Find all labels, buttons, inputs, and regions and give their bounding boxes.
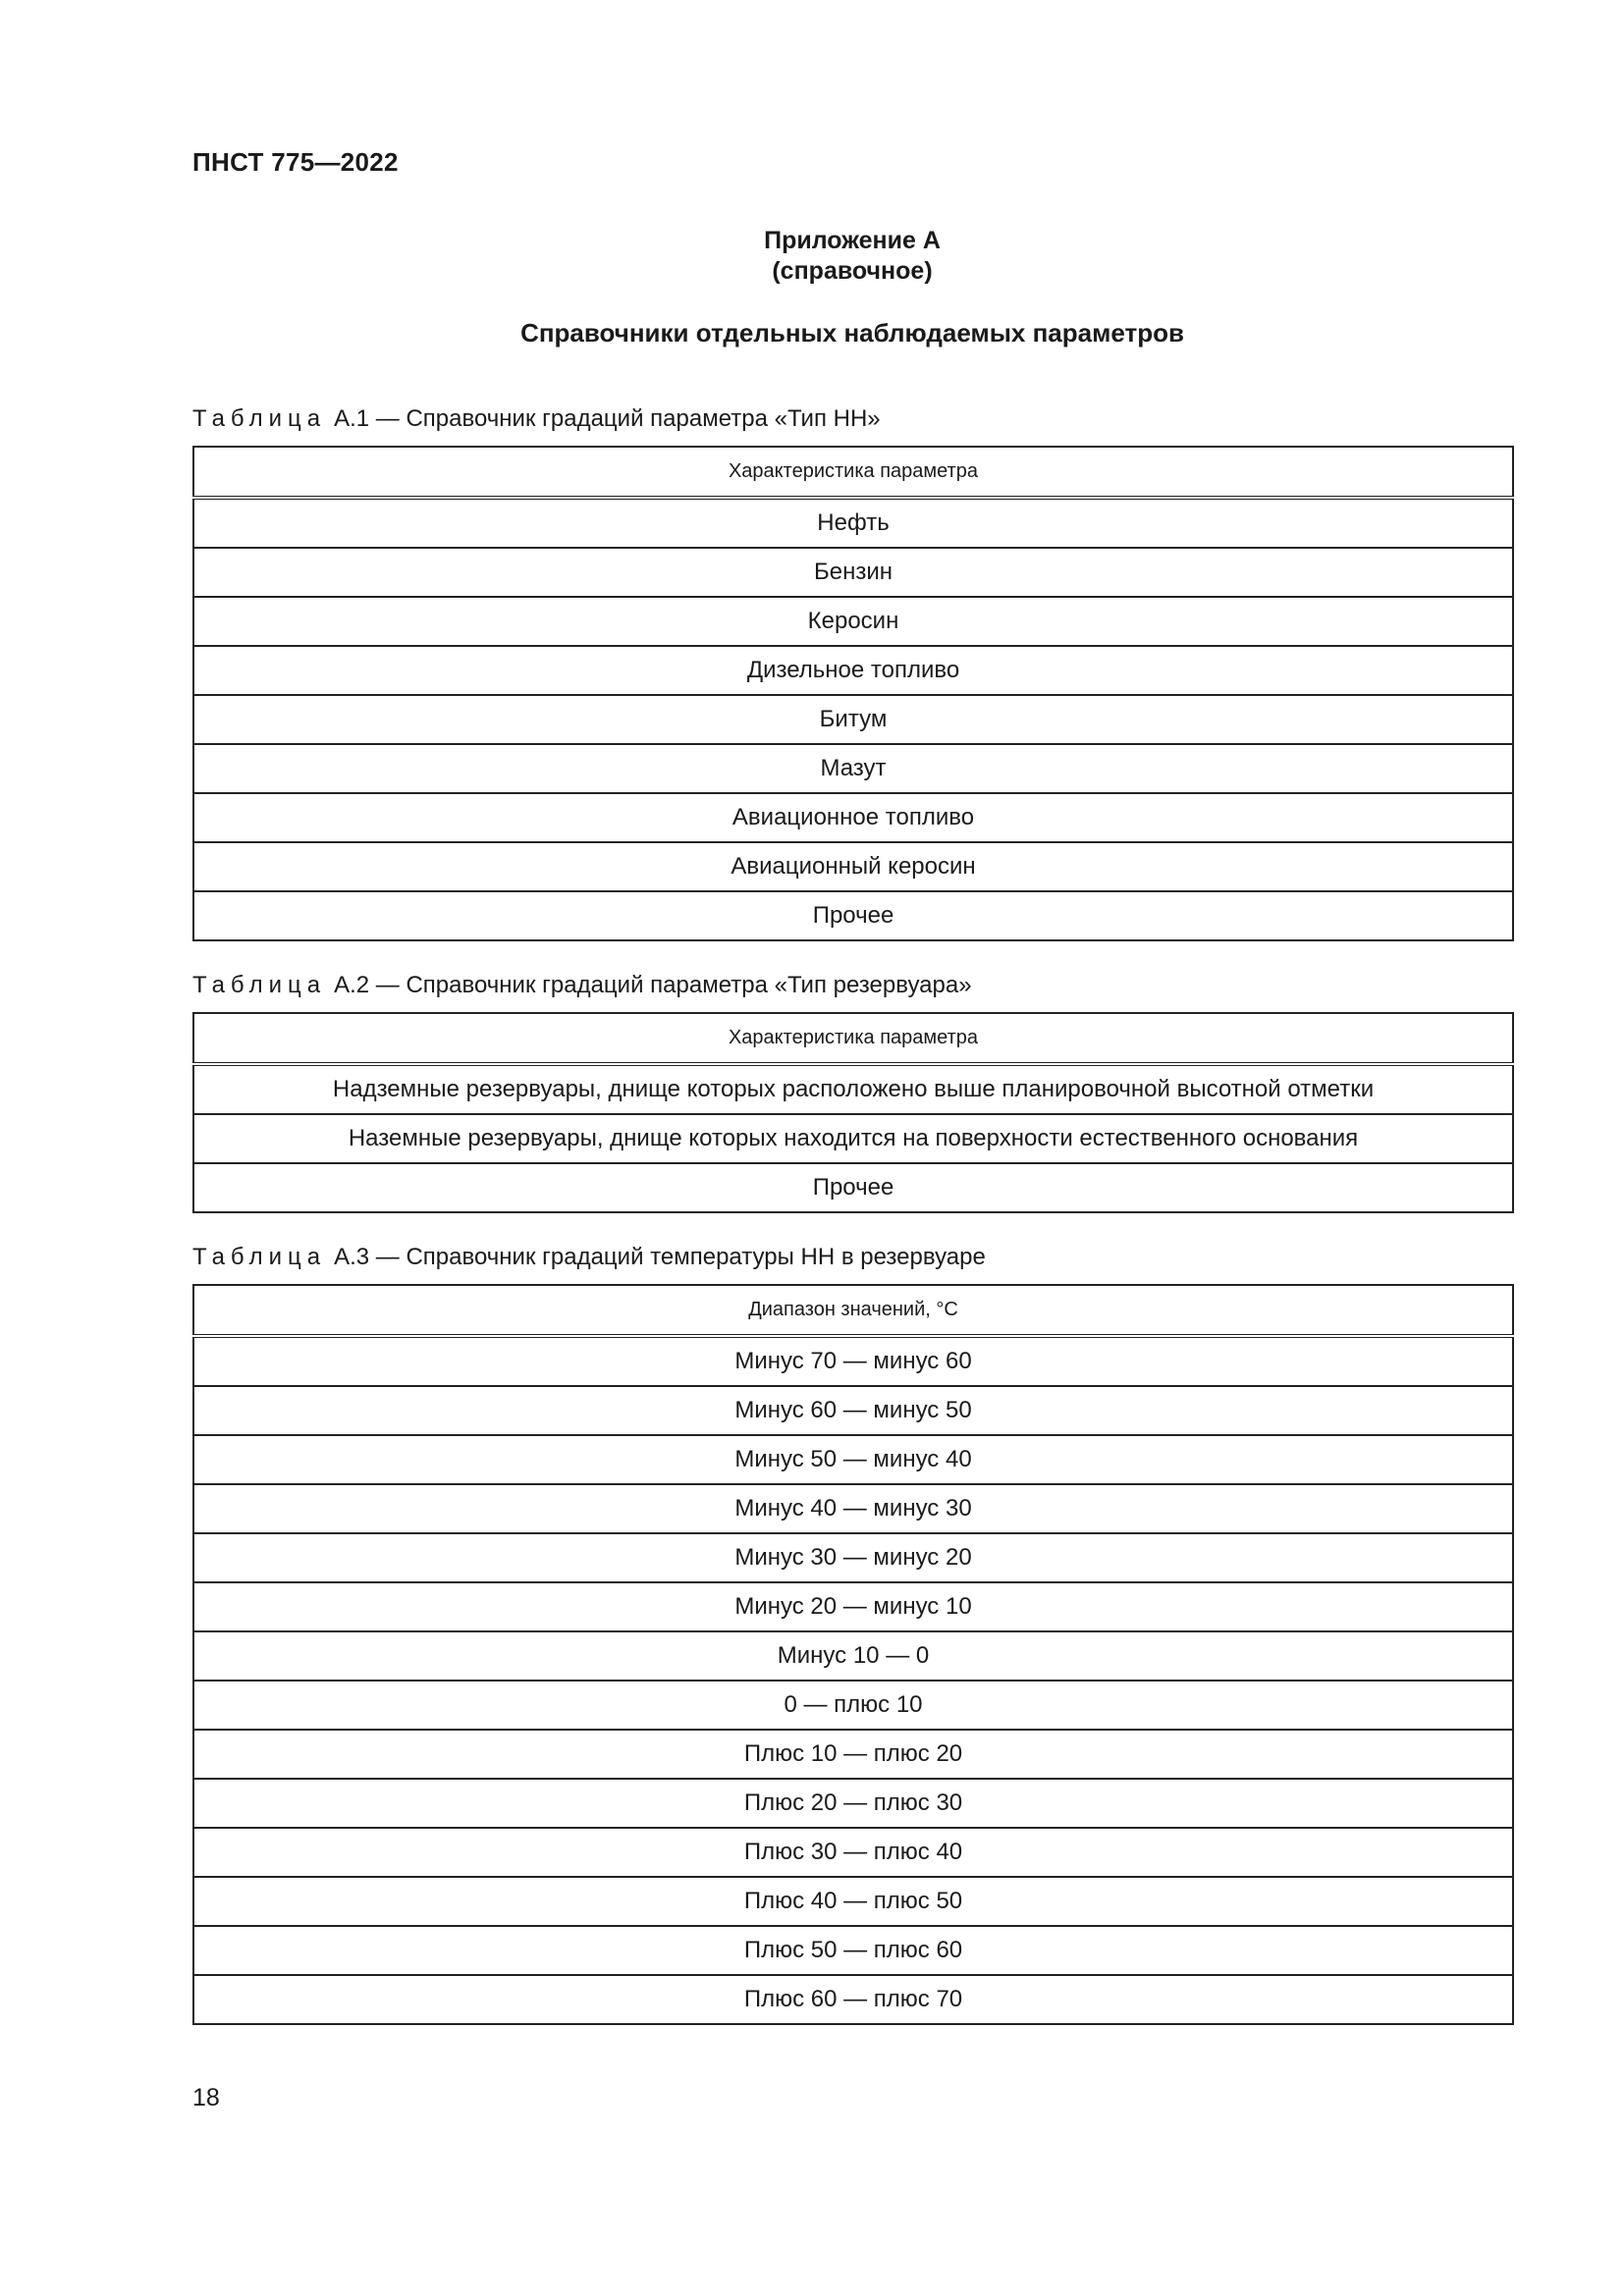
- table-row: [193, 793, 1513, 842]
- table-row: [193, 1435, 1513, 1484]
- table-row: [193, 1877, 1513, 1926]
- table-row: [193, 1484, 1513, 1533]
- table-cell: Наземные резервуары, днище которых находится на поверхности естественного основания: [193, 1114, 1513, 1163]
- table-cell: Дизельное топливо: [193, 646, 1513, 695]
- table-cell: Минус 40 — минус 30: [193, 1484, 1513, 1533]
- table-row: [193, 1386, 1513, 1435]
- table-cell: Керосин: [193, 597, 1513, 646]
- table-cell: Авиационный керосин: [193, 842, 1513, 891]
- table-cell: Минус 10 — 0: [193, 1631, 1513, 1681]
- table-cell: Прочее: [193, 891, 1513, 940]
- table-cell: Минус 60 — минус 50: [193, 1386, 1513, 1435]
- table-caption-word: Таблица: [192, 972, 327, 998]
- table-row: [193, 1064, 1513, 1114]
- table-header-cell: Характеристика параметра: [193, 447, 1513, 498]
- table-cell: Минус 30 — минус 20: [193, 1533, 1513, 1582]
- table-cell: Прочее: [193, 1163, 1513, 1212]
- table-row: [193, 1779, 1513, 1828]
- table-cell: Плюс 10 — плюс 20: [193, 1730, 1513, 1779]
- table-row: [193, 1631, 1513, 1681]
- document-code: ПНСТ 775—2022: [192, 147, 399, 177]
- table-a2-caption: [192, 972, 972, 999]
- table-row: [193, 1533, 1513, 1582]
- table-a2: [192, 1012, 1514, 1213]
- table-cell: Авиационное топливо: [193, 793, 1513, 842]
- table-row: [193, 695, 1513, 744]
- table-header-cell: Характеристика параметра: [193, 1013, 1513, 1064]
- table-cell: Плюс 40 — плюс 50: [193, 1877, 1513, 1926]
- table-a3: [192, 1284, 1514, 2025]
- page-number: 18: [192, 2084, 220, 2111]
- appendix-title: Приложение А: [764, 227, 941, 254]
- table-row: [193, 1926, 1513, 1975]
- table-row: [193, 1975, 1513, 2024]
- appendix-subtitle: (справочное): [772, 257, 933, 285]
- table-caption-text: А.1 — Справочник градаций параметра «Тип НН»: [334, 405, 881, 432]
- table-cell: Битум: [193, 695, 1513, 744]
- table-row: [193, 597, 1513, 646]
- table-row: [193, 1163, 1513, 1212]
- table-caption-word: Таблица: [192, 405, 327, 432]
- table-cell: Плюс 30 — плюс 40: [193, 1828, 1513, 1877]
- table-row: [193, 891, 1513, 940]
- table-row: [193, 1730, 1513, 1779]
- table-cell: Плюс 60 — плюс 70: [193, 1975, 1513, 2024]
- table-cell: Минус 20 — минус 10: [193, 1582, 1513, 1631]
- table-caption-text: А.2 — Справочник градаций параметра «Тип резервуара»: [334, 972, 972, 998]
- table-row: [193, 498, 1513, 548]
- table-cell: Плюс 50 — плюс 60: [193, 1926, 1513, 1975]
- table-row: [193, 1582, 1513, 1631]
- table-row: [193, 1336, 1513, 1386]
- table-cell: Мазут: [193, 744, 1513, 793]
- table-cell: Нефть: [817, 509, 890, 536]
- table-caption-word: Таблица: [192, 1244, 327, 1270]
- section-title: Справочники отдельных наблюдаемых параметров: [520, 318, 1184, 347]
- table-cell: Минус 70 — минус 60: [734, 1348, 972, 1374]
- table-header-cell: Диапазон значений, °С: [193, 1285, 1513, 1336]
- table-cell: Бензин: [193, 548, 1513, 597]
- table-cell: Надземные резервуары, днище которых расположено выше планировочной высотной отметки: [332, 1076, 1375, 1102]
- table-row: [193, 842, 1513, 891]
- table-row: [193, 1681, 1513, 1730]
- table-row: [193, 548, 1513, 597]
- table-cell: Плюс 20 — плюс 30: [193, 1779, 1513, 1828]
- table-a1-caption: [192, 405, 881, 433]
- table-a1: [192, 446, 1514, 941]
- table-cell: 0 — плюс 10: [193, 1681, 1513, 1730]
- table-cell: Минус 50 — минус 40: [193, 1435, 1513, 1484]
- table-row: [193, 1114, 1513, 1163]
- table-row: [193, 744, 1513, 793]
- table-a3-caption: [192, 1244, 986, 1271]
- table-row: [193, 1828, 1513, 1877]
- table-row: [193, 646, 1513, 695]
- table-caption-text: А.3 — Справочник градаций температуры НН в резервуаре: [334, 1244, 986, 1270]
